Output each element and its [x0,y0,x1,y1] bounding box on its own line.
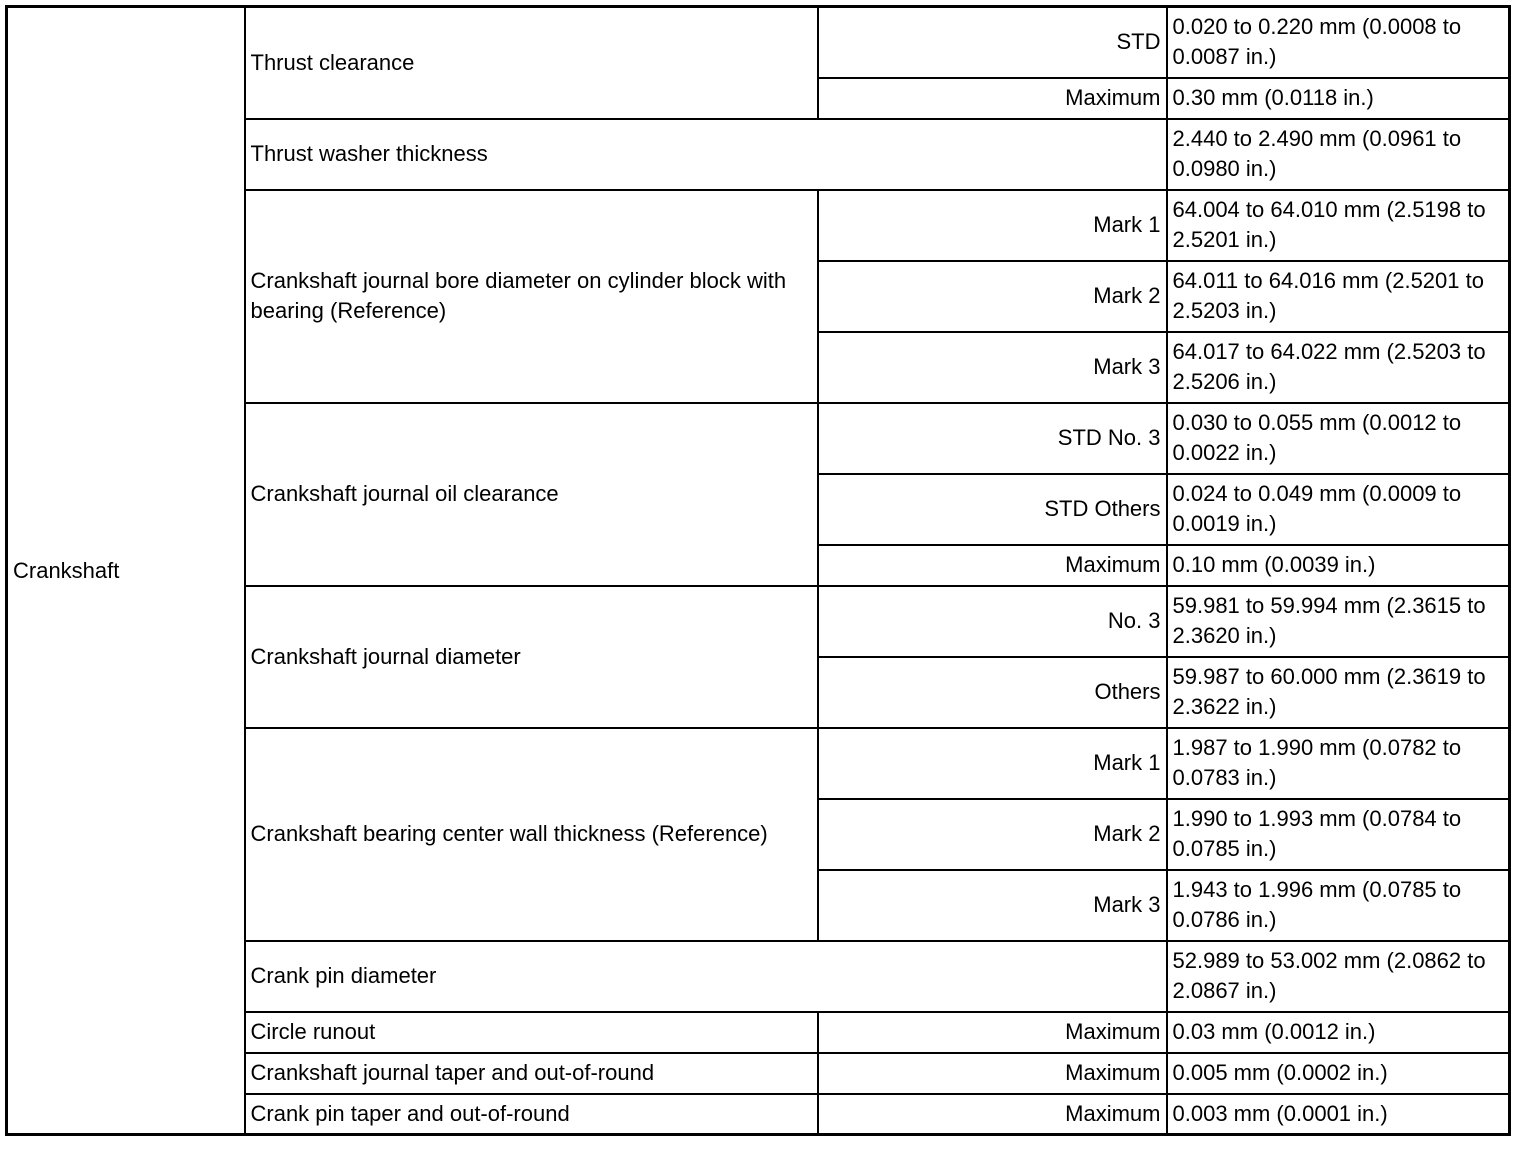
spec-value: 0.03 mm (0.0012 in.) [1167,1012,1510,1053]
item-label: Crankshaft journal bore diameter on cylinder block with bearing (Reference) [245,190,818,403]
condition-label: STD No. 3 [818,403,1167,474]
spec-value: 1.990 to 1.993 mm (0.0784 to 0.0785 in.) [1167,799,1510,870]
spec-value: 59.987 to 60.000 mm (2.3619 to 2.3622 in.) [1167,657,1510,728]
condition-label: Maximum [818,545,1167,586]
condition-label: Mark 1 [818,728,1167,799]
spec-value: 52.989 to 53.002 mm (2.0862 to 2.0867 in.) [1167,941,1510,1012]
spec-value: 1.987 to 1.990 mm (0.0782 to 0.0783 in.) [1167,728,1510,799]
item-label: Circle runout [245,1012,818,1053]
spec-value: 0.020 to 0.220 mm (0.0008 to 0.0087 in.) [1167,7,1510,78]
condition-label: Mark 3 [818,332,1167,403]
condition-label: Mark 2 [818,261,1167,332]
condition-label: Others [818,657,1167,728]
item-label: Crank pin taper and out-of-round [245,1094,818,1135]
condition-label: Mark 3 [818,870,1167,941]
item-label: Crankshaft journal oil clearance [245,403,818,586]
condition-label: Maximum [818,1094,1167,1135]
spec-value: 0.10 mm (0.0039 in.) [1167,545,1510,586]
condition-label: Mark 1 [818,190,1167,261]
spec-value: 0.030 to 0.055 mm (0.0012 to 0.0022 in.) [1167,403,1510,474]
condition-label: Mark 2 [818,799,1167,870]
spec-value: 0.30 mm (0.0118 in.) [1167,78,1510,119]
spec-value: 64.017 to 64.022 mm (2.5203 to 2.5206 in.) [1167,332,1510,403]
condition-label: STD [818,7,1167,78]
spec-value: 0.024 to 0.049 mm (0.0009 to 0.0019 in.) [1167,474,1510,545]
spec-value: 0.003 mm (0.0001 in.) [1167,1094,1510,1135]
condition-label: STD Others [818,474,1167,545]
item-label: Crank pin diameter [245,941,1167,1012]
item-label: Crankshaft journal taper and out-of-round [245,1053,818,1094]
item-label: Thrust washer thickness [245,119,1167,190]
item-label: Crankshaft bearing center wall thickness (Reference) [245,728,818,941]
spec-value: 59.981 to 59.994 mm (2.3615 to 2.3620 in.) [1167,586,1510,657]
spec-value: 64.011 to 64.016 mm (2.5201 to 2.5203 in.) [1167,261,1510,332]
spec-value: 2.440 to 2.490 mm (0.0961 to 0.0980 in.) [1167,119,1510,190]
spec-value: 1.943 to 1.996 mm (0.0785 to 0.0786 in.) [1167,870,1510,941]
section-label: Crankshaft [7,7,245,1135]
table-row [7,7,1510,78]
spec-value: 64.004 to 64.010 mm (2.5198 to 2.5201 in.) [1167,190,1510,261]
item-label: Thrust clearance [245,7,818,119]
item-label: Crankshaft journal diameter [245,586,818,728]
condition-label: Maximum [818,1053,1167,1094]
condition-label: Maximum [818,78,1167,119]
crankshaft-spec-table [5,5,1511,1136]
condition-label: Maximum [818,1012,1167,1053]
spec-value: 0.005 mm (0.0002 in.) [1167,1053,1510,1094]
condition-label: No. 3 [818,586,1167,657]
